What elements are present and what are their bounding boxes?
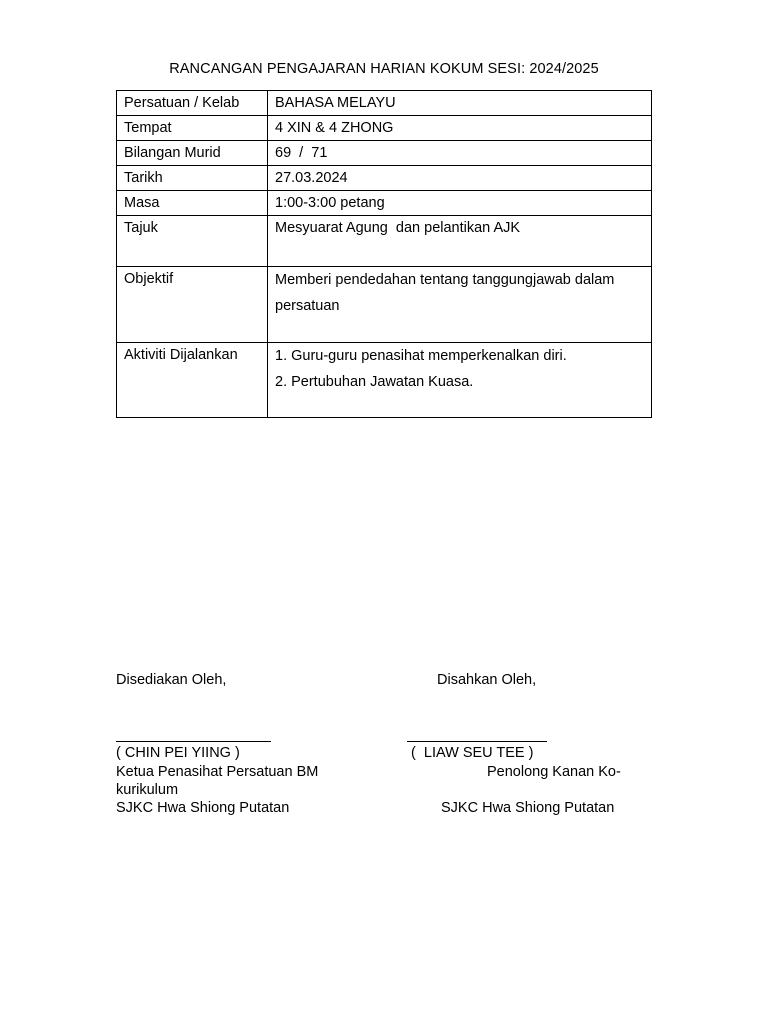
row-value-line: 1. Guru-guru penasihat memperkenalkan diri. — [275, 348, 567, 364]
row-value — [268, 343, 652, 418]
row-value-line: 4 XIN & 4 ZHONG — [275, 120, 394, 136]
row-label: Tarikh — [117, 166, 268, 191]
row-label: Tajuk — [117, 216, 268, 267]
row-value-line: 2. Pertubuhan Jawatan Kuasa. — [275, 374, 474, 390]
table-row — [117, 91, 652, 116]
lesson-plan-table — [116, 90, 652, 418]
table-row — [117, 343, 652, 418]
row-value-line: BAHASA MELAYU — [275, 95, 396, 111]
row-value-line: persatuan — [275, 298, 340, 314]
approver-school: SJKC Hwa Shiong Putatan — [441, 800, 615, 816]
table-row — [117, 141, 652, 166]
preparer-position: Ketua Penasihat Persatuan BM — [116, 764, 319, 780]
row-value — [268, 191, 652, 216]
prepared-by-heading: Disediakan Oleh, — [116, 672, 227, 688]
row-value-line: 1:00-3:00 petang — [275, 195, 385, 211]
row-value — [268, 116, 652, 141]
preparer-name: ( CHIN PEI YIING ) — [116, 745, 240, 761]
table-row — [117, 116, 652, 141]
row-value — [268, 141, 652, 166]
table-row — [117, 191, 652, 216]
preparer-school: SJKC Hwa Shiong Putatan — [116, 800, 290, 816]
row-value-line: 27.03.2024 — [275, 170, 348, 186]
approved-by-heading: Disahkan Oleh, — [437, 672, 537, 688]
row-label: Persatuan / Kelab — [117, 91, 268, 116]
table-row — [117, 267, 652, 343]
row-label: Bilangan Murid — [117, 141, 268, 166]
approver-position-line2: kurikulum — [116, 782, 179, 798]
row-value — [268, 267, 652, 343]
approver-position-line1: Penolong Kanan Ko- — [487, 764, 621, 780]
row-value-line: 69 / 71 — [275, 145, 328, 161]
row-value-line: Mesyuarat Agung dan pelantikan AJK — [275, 220, 521, 236]
row-label: Tempat — [117, 116, 268, 141]
row-value-line: Memberi pendedahan tentang tanggungjawab dalam — [275, 272, 615, 288]
row-label: Objektif — [117, 267, 268, 343]
table-row — [117, 166, 652, 191]
row-label: Aktiviti Dijalankan — [117, 343, 268, 418]
row-value — [268, 91, 652, 116]
right-signature-line — [407, 741, 547, 742]
document-title: RANCANGAN PENGAJARAN HARIAN KOKUM SESI: 2024/2025 — [169, 61, 599, 77]
approver-name: ( LIAW SEU TEE ) — [411, 745, 534, 761]
row-value — [268, 216, 652, 267]
row-value — [268, 166, 652, 191]
row-label: Masa — [117, 191, 268, 216]
table-row — [117, 216, 652, 267]
left-signature-line — [116, 741, 271, 742]
